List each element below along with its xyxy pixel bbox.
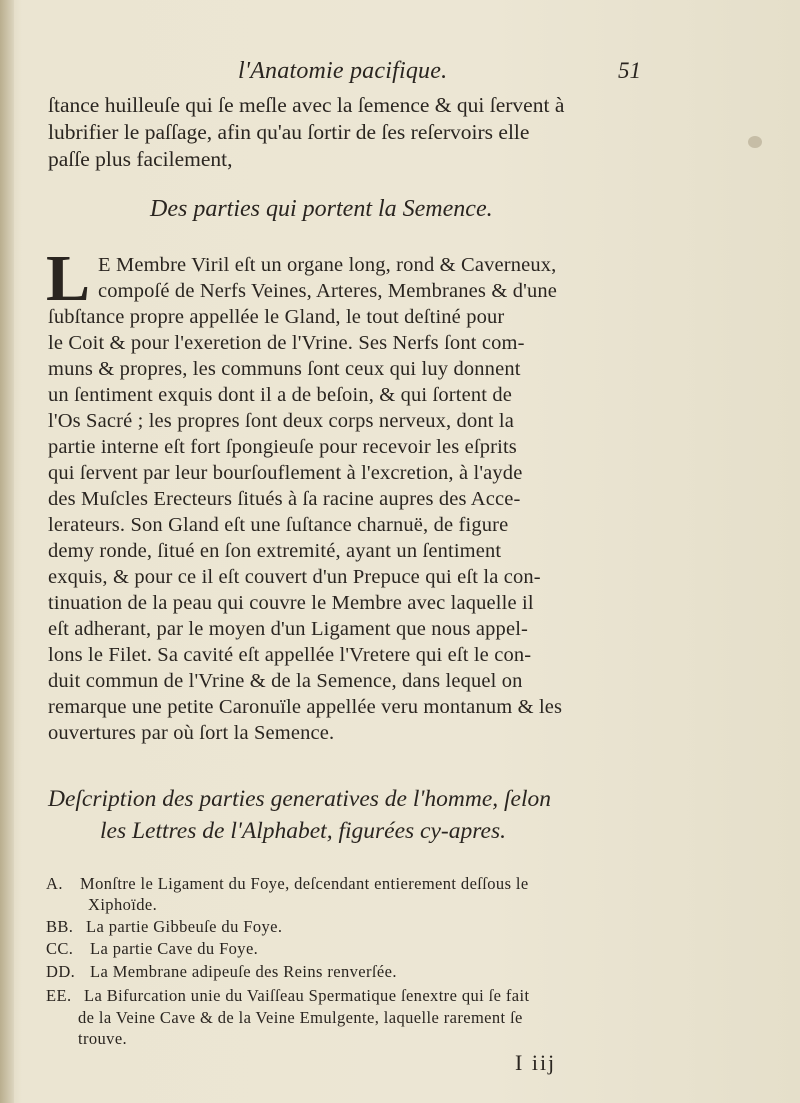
legend-text: La Bifurcation unie du Vaiſſeau Spermatique ſenextre qui ſe fait — [84, 986, 530, 1005]
body-line: lons le Filet. Sa cavité eſt appellée l'Vretere qui eſt le con- — [48, 644, 532, 666]
legend-letter: DD. — [46, 962, 76, 981]
legend-text: trouve. — [78, 1029, 128, 1048]
legend-letter: A. — [46, 874, 63, 893]
body-line: remarque une petite Caronuïle appellée veru montanum & les — [48, 696, 563, 718]
body-line: un ſentiment exquis dont il a de beſoin, & qui ſortent de — [48, 384, 513, 406]
body-line: compoſé de Nerfs Veines, Arteres, Membranes & d'une — [98, 280, 557, 302]
section-heading: Des parties qui portent la Semence. — [150, 196, 493, 222]
legend-text: La partie Cave du Foye. — [90, 939, 259, 958]
body-line: le Coit & pour l'exeretion de l'Vrine. Ses Nerfs ſont com- — [48, 332, 525, 354]
signature-mark: I iij — [515, 1050, 557, 1075]
body-line: qui ſervent par leur bourſouflement à l'excretion, à l'ayde — [48, 462, 523, 484]
drop-cap: L — [46, 242, 91, 315]
body-line: partie interne eſt fort ſpongieuſe pour recevoir les eſprits — [48, 436, 517, 458]
body-line: l'Os Sacré ; les propres ſont deux corps nerveux, dont la — [48, 410, 514, 432]
continuation-line: paſſe plus facilement, — [48, 147, 233, 171]
legend-letter: BB. — [46, 917, 74, 936]
body-line: ſubſtance propre appellée le Gland, le tout deſtiné pour — [48, 306, 505, 328]
body-line: E Membre Viril eſt un organe long, rond & Caverneux, — [98, 254, 557, 276]
ink-smudge — [748, 136, 762, 148]
page-number: 51 — [618, 58, 641, 83]
body-line: des Muſcles Erecteurs ſitués à ſa racine aupres des Acce- — [48, 488, 521, 510]
section-heading: Deſcription des parties generatives de l'homme, ſelon — [48, 786, 551, 812]
body-line: tinuation de la peau qui couvre le Membre avec laquelle il — [48, 592, 534, 614]
running-head — [0, 58, 800, 92]
body-line: muns & propres, les communs ſont ceux qui luy donnent — [48, 358, 521, 380]
body-line: ouvertures par où ſort la Semence. — [48, 722, 335, 744]
legend-text: La partie Gibbeuſe du Foye. — [86, 917, 283, 936]
legend-text: Xiphoïde. — [88, 895, 158, 914]
book-spine-shadow — [0, 0, 14, 1103]
legend-letter: EE. — [46, 986, 72, 1005]
body-line: exquis, & pour ce il eſt couvert d'un Prepuce qui eſt la con- — [48, 566, 541, 588]
legend-text: La Membrane adipeuſe des Reins renverſée. — [90, 962, 397, 981]
legend-text: de la Veine Cave & de la Veine Emulgente, laquelle rarement ſe — [78, 1008, 523, 1027]
legend-text: Monſtre le Ligament du Foye, deſcendant entierement deſſous le — [80, 874, 529, 893]
section-heading: les Lettres de l'Alphabet, figurées cy-apres. — [100, 818, 506, 844]
continuation-line: ſtance huilleuſe qui ſe meſle avec la ſemence & qui ſervent à — [48, 93, 565, 117]
running-title: l'Anatomie pacifique. — [238, 58, 448, 84]
body-line: duit commun de l'Vrine & de la Semence, dans lequel on — [48, 670, 523, 692]
body-line: eſt adherant, par le moyen d'un Ligament que nous appel- — [48, 618, 529, 640]
body-line: lerateurs. Son Gland eſt une ſuſtance charnuë, de figure — [48, 514, 509, 536]
body-line: demy ronde, ſitué en ſon extremité, ayant un ſentiment — [48, 540, 502, 562]
continuation-line: lubrifier le paſſage, afin qu'au ſortir de ſes reſervoirs elle — [48, 120, 530, 144]
legend-letter: CC. — [46, 939, 74, 958]
